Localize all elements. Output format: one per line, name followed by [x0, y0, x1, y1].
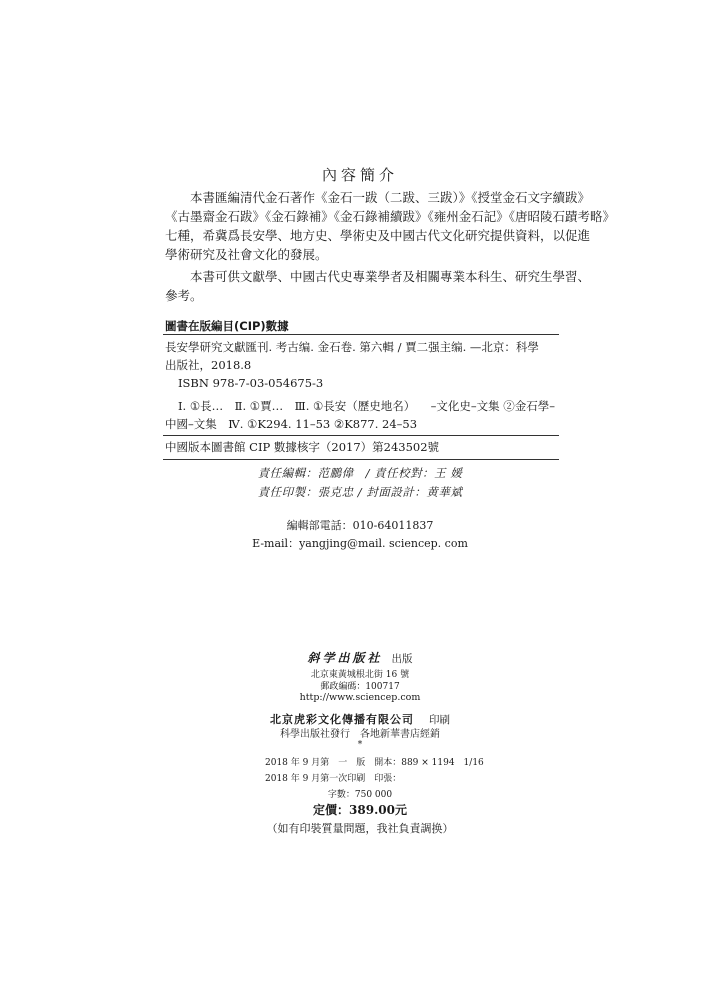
intro-paragraph-1 — [165, 188, 616, 264]
editors-line-1: 責任編輯：范鵬偉 / 責任校對：王 媛 — [257, 466, 463, 480]
cip-bibliographic-line: 出版社，2018.8 — [165, 358, 252, 372]
printer-suffix: 印刷 — [429, 714, 451, 726]
editorial-email: E-mail：yangjing@mail. sciencep. com — [252, 537, 468, 550]
publisher-url: http://www.sciencep.com — [299, 692, 421, 703]
publisher-suffix: 出版 — [391, 653, 413, 665]
cip-bottom-rule — [163, 459, 559, 460]
publisher-address: 北京東黃城根北街 16 號 — [310, 670, 410, 680]
intro-line: 七種，希冀爲長安學、地方史、學術史及中國古代文化研究提供資料，以促進 — [165, 228, 591, 243]
cip-isbn: ISBN 978-7-03-054675-3 — [178, 376, 324, 390]
printing-line: 2018 年 9 月第一次印刷 印張： — [265, 774, 402, 784]
printer-name: 北京虎彩文化傳播有限公司 — [269, 713, 414, 726]
cip-top-rule — [163, 334, 559, 335]
price: 定價：389.00元 — [313, 803, 407, 817]
intro-line: 參考。 — [165, 288, 203, 303]
publisher-line — [0, 647, 720, 666]
quality-notice: （如有印裝質量問題，我社負責調换） — [266, 822, 454, 835]
intro-line: 本書匯編清代金石著作《金石一跋（二跋、三跋）》《授堂金石文字續跋》 — [190, 190, 591, 205]
cip-class-line2: 中國–文集 Ⅳ. ①K294. 11–53 ②K877. 24–53 — [165, 417, 418, 431]
intro-line: 學術研究及社會文化的發展。 — [165, 247, 328, 262]
intro-line: 本書可供文獻學、中國古代史專業學者及相關專業本科生、研究生學習、 — [190, 269, 591, 284]
intro-title: 內容簡介 — [321, 166, 398, 184]
cip-bibliographic-line: 長安學研究文獻匯刊. 考古编. 金石卷. 第六輯 / 賈二强主编. —北京：科學 — [165, 340, 539, 354]
edition-line: 2018 年 9 月第 一 版 開本：889 × 1194 1/16 — [265, 758, 484, 768]
word-count: 字數：750 000 — [327, 790, 393, 800]
publisher-postcode: 郵政編碼：100717 — [320, 682, 400, 692]
intro-line: 《古墨齋金石跋》《金石錄補》《金石錄補續跋》《雍州金石記》《唐昭陵石蹟考略》 — [165, 209, 616, 224]
cip-class-left: Ⅰ. ①長… Ⅱ. ①賈… Ⅲ. ①長安（歷史地名） — [178, 399, 416, 413]
cip-class-right: –文化史–文集 ②金石學– — [430, 399, 555, 413]
cip-middle-rule — [163, 435, 559, 436]
cip-core-number: 中國版本圖書館 CIP 數據核字（2017）第243502號 — [165, 440, 440, 454]
intro-paragraph-2 — [165, 267, 591, 305]
editorial-phone: 編輯部電話：010-64011837 — [286, 519, 434, 532]
editors-line-2: 責任印製：張克忠 / 封面設計：黄華斌 — [257, 485, 463, 499]
publisher-logo-text: 斜学出版社 — [307, 651, 383, 665]
cip-heading: 圖書在版編目(CIP)數據 — [165, 319, 289, 333]
distribution-line: 科學出版社發行 各地新華書店經銷 — [280, 729, 440, 740]
separator-star: * — [357, 740, 363, 750]
cip-classification — [165, 397, 555, 433]
